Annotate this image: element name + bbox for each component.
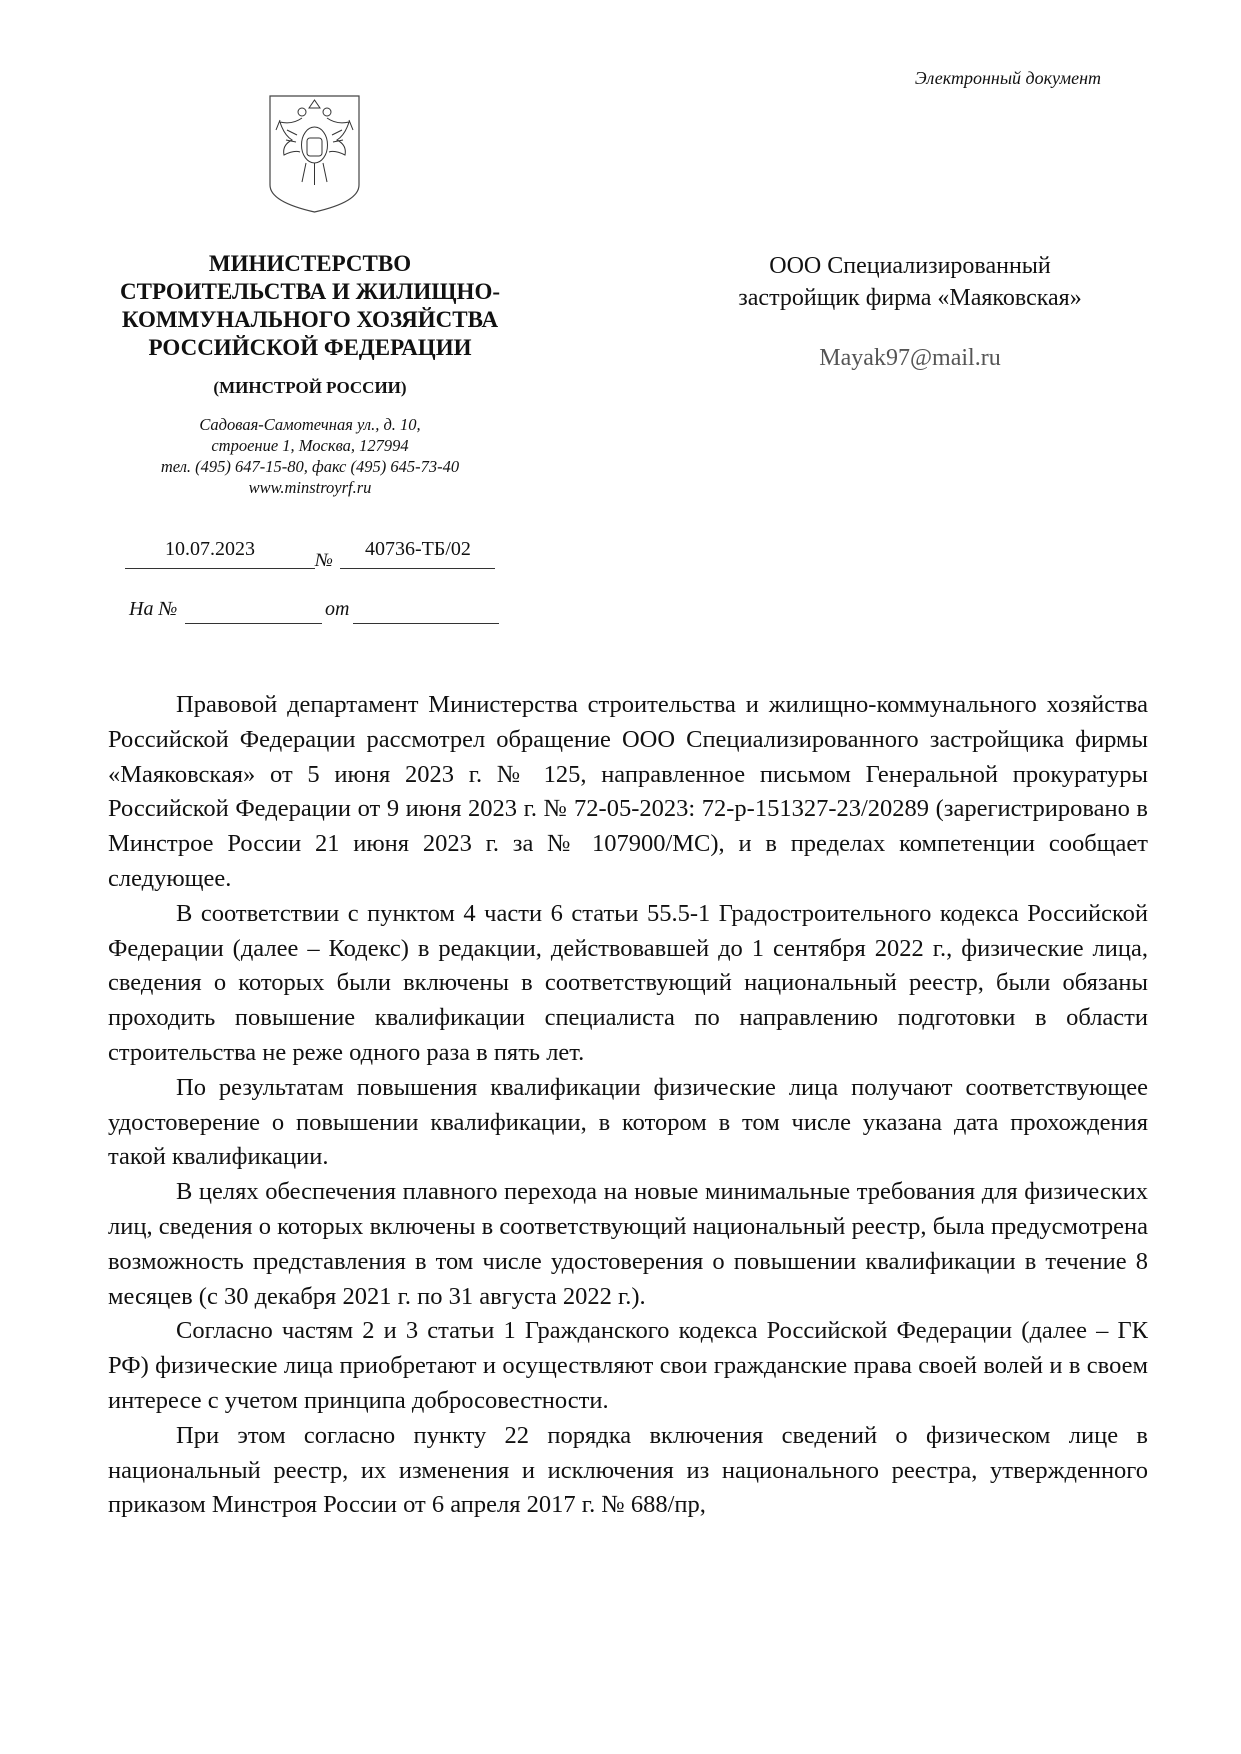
registration-date-value: 10.07.2023 <box>165 538 255 560</box>
registration-date <box>125 538 315 561</box>
addressee-block <box>680 250 1140 374</box>
reference-date-blank <box>353 623 499 624</box>
number-underline <box>340 568 495 569</box>
address-line: строение 1, Москва, 127994 <box>211 436 409 455</box>
ministry-name-line: МИНИСТЕРСТВО <box>208 251 412 276</box>
coat-of-arms-icon <box>262 90 367 215</box>
body-paragraph: Согласно частям 2 и 3 статьи 1 Гражданского кодекса Российской Федерации (далее – ГК РФ) физические лица приобретают и осуществляют свои гражданские права своей волей и в своем интересе с учетом принципа добросовестности. <box>108 1317 1148 1414</box>
ministry-name-line: РОССИЙСКОЙ ФЕДЕРАЦИИ <box>148 335 472 360</box>
ministry-name-line: СТРОИТЕЛЬСТВА И ЖИЛИЩНО- <box>120 279 500 304</box>
address-line: Садовая-Самотечная ул., д. 10, <box>199 415 421 434</box>
ministry-address <box>70 414 550 498</box>
reference-number-blank <box>185 623 322 624</box>
body-paragraph: В соответствии с пунктом 4 части 6 статьи 55.5-1 Градостроительного кодекса Российской Федерации (далее – Кодекс) в редакции, действовавшей до 1 сентября 2022 г., физические лица, сведения о которых были включены в соответствующий национальный реестр, были обязаны проходить повышение квалификации специалиста по направлению подготовки в области строительства не реже одного раза в пять лет. <box>108 899 1148 1066</box>
body-paragraph: Правовой департамент Министерства строительства и жилищно-коммунального хозяйства Российской Федерации рассмотрел обращение ООО Специализированного застройщика фирмы «Маяковская» от 5 июня 2023 г. № 125, направленное письмом Генеральной прокуратуры Российской Федерации от 9 июня 2023 г. № 72-05-2023: 72-р-151327-23/20289 (зарегистрировано в Минстрое России 21 июня 2023 г. за № 107900/МС), и в пределах компетенции сообщает следующее. <box>108 691 1148 892</box>
registration-line <box>125 538 495 572</box>
ministry-name <box>70 250 550 362</box>
addressee-line: ООО Специализированный <box>769 253 1051 279</box>
addressee-line: застройщик фирма «Маяковская» <box>738 285 1082 311</box>
body-paragraph: По результатам повышения квалификации физические лица получают соответствующее удостоверение о повышении квалификации, в котором в том числе указана дата прохождения такой квалификации. <box>108 1073 1148 1171</box>
letter-body <box>108 688 1148 1523</box>
website-link[interactable]: www.minstroyrf.ru <box>248 478 372 497</box>
electronic-document-label: Электронный документ <box>914 68 1101 88</box>
body-paragraph: В целях обеспечения плавного перехода на новые минимальные требования для физических лиц, сведения о которых включены в соответствующий национальный реестр, была предусмотрена возможность представления в том числе удостоверения о повышении квалификации в течение 8 месяцев (с 30 декабря 2021 г. по 31 августа 2022 г.). <box>108 1178 1148 1310</box>
address-line: тел. (495) 647-15-80, факс (495) 645-73-40 <box>160 457 460 476</box>
date-underline <box>125 568 315 569</box>
registration-number: 40736-ТБ/02 <box>365 538 471 560</box>
number-label: № <box>315 550 333 571</box>
reference-line <box>125 598 500 628</box>
ministry-name-line: КОММУНАЛЬНОГО ХОЗЯЙСТВА <box>121 307 499 332</box>
addressee-email[interactable]: Mayak97@mail.ru <box>819 345 1001 371</box>
reference-from-label: от <box>325 598 350 620</box>
ministry-short-name: (МИНСТРОЙ РОССИИ) <box>213 378 407 397</box>
body-paragraph: При этом согласно пункту 22 порядка включения сведений о физическом лице в национальный реестр, их изменения и исключения из национального реестра, утвержденного приказом Минстроя России от 6 апреля 2017 г. № 688/пр, <box>108 1421 1148 1519</box>
sender-block <box>70 250 550 498</box>
reference-number-label: На № <box>129 598 178 620</box>
